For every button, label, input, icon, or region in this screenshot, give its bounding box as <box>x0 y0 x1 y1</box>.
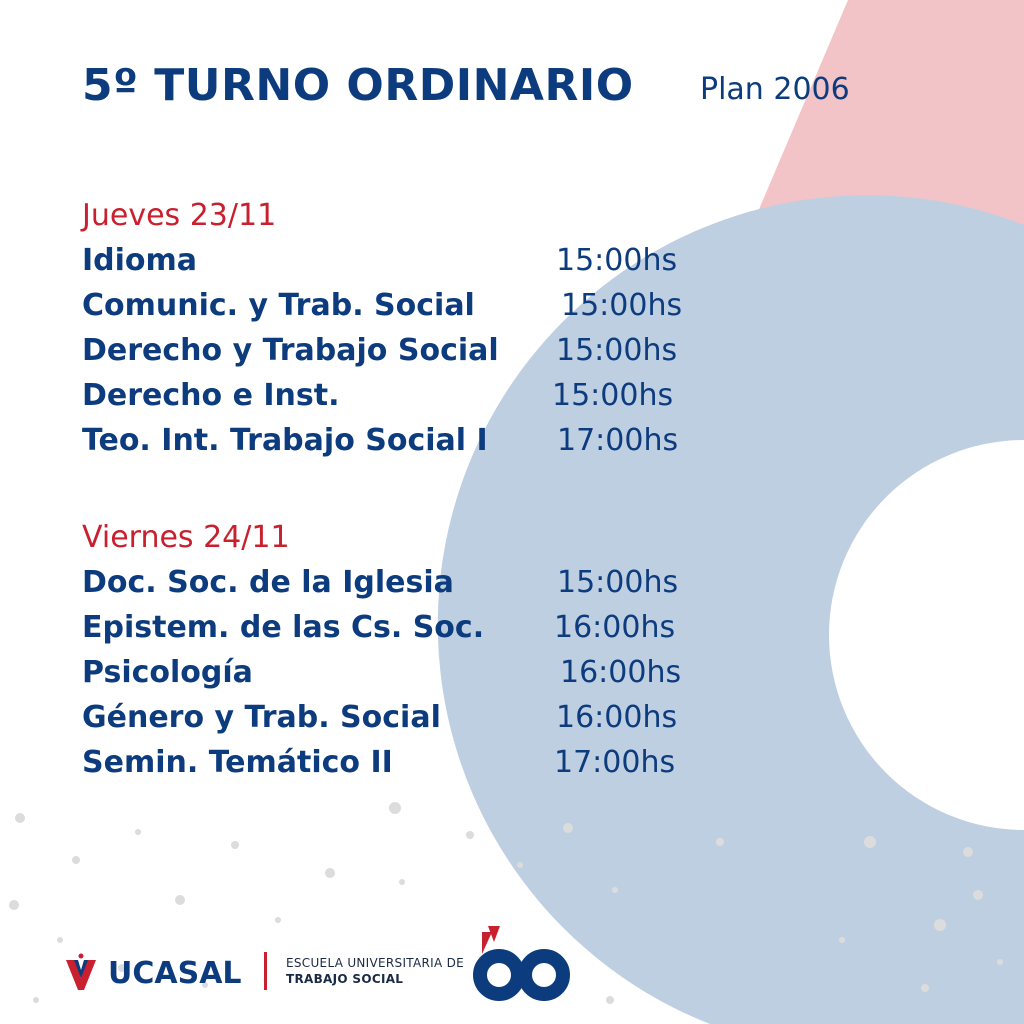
exam-time: 16:00hs <box>554 610 676 645</box>
exam-row <box>82 700 722 745</box>
exam-row <box>82 423 722 468</box>
subject-name: Psicología <box>82 655 253 690</box>
exam-row <box>82 333 722 378</box>
exam-row <box>82 243 722 288</box>
exam-time: 17:00hs <box>554 745 676 780</box>
subject-name: Género y Trab. Social <box>82 700 441 735</box>
school-name-line1: ESCUELA UNIVERSITARIA DE <box>286 956 465 970</box>
subject-name: Epistem. de las Cs. Soc. <box>82 610 485 645</box>
exam-row <box>82 378 722 423</box>
subject-name: Comunic. y Trab. Social <box>82 288 475 323</box>
exam-time: 15:00hs <box>556 243 678 278</box>
exam-row <box>82 610 722 655</box>
subject-name: Idioma <box>82 243 198 278</box>
exam-row <box>82 745 722 790</box>
anniversary-60-icon <box>470 920 574 1004</box>
exam-row <box>82 288 722 333</box>
exam-time: 17:00hs <box>557 423 679 458</box>
page-title: 5º TURNO ORDINARIO <box>82 60 634 111</box>
subject-name: Derecho e Inst. <box>82 378 340 413</box>
subject-name: Doc. Soc. de la Iglesia <box>82 565 454 600</box>
ucasal-shield-icon <box>64 952 98 992</box>
brand-name: UCASAL <box>108 956 242 991</box>
exam-time: 15:00hs <box>557 565 679 600</box>
exam-time: 15:00hs <box>552 378 674 413</box>
brand-divider <box>264 952 267 990</box>
subject-name: Derecho y Trabajo Social <box>82 333 499 368</box>
exam-list-thursday <box>82 243 722 468</box>
exam-time: 16:00hs <box>560 655 682 690</box>
subject-name: Semin. Temático II <box>82 745 393 780</box>
plan-label: Plan 2006 <box>700 72 850 107</box>
day-heading-friday: Viernes 24/11 <box>82 520 290 555</box>
exam-time: 16:00hs <box>556 700 678 735</box>
exam-time: 15:00hs <box>556 333 678 368</box>
school-name-line2: TRABAJO SOCIAL <box>286 972 404 986</box>
day-heading-thursday: Jueves 23/11 <box>82 198 277 233</box>
exam-list-friday <box>82 565 722 790</box>
subject-name: Teo. Int. Trabajo Social I <box>82 423 488 458</box>
exam-row <box>82 655 722 700</box>
exam-time: 15:00hs <box>561 288 683 323</box>
exam-row <box>82 565 722 610</box>
